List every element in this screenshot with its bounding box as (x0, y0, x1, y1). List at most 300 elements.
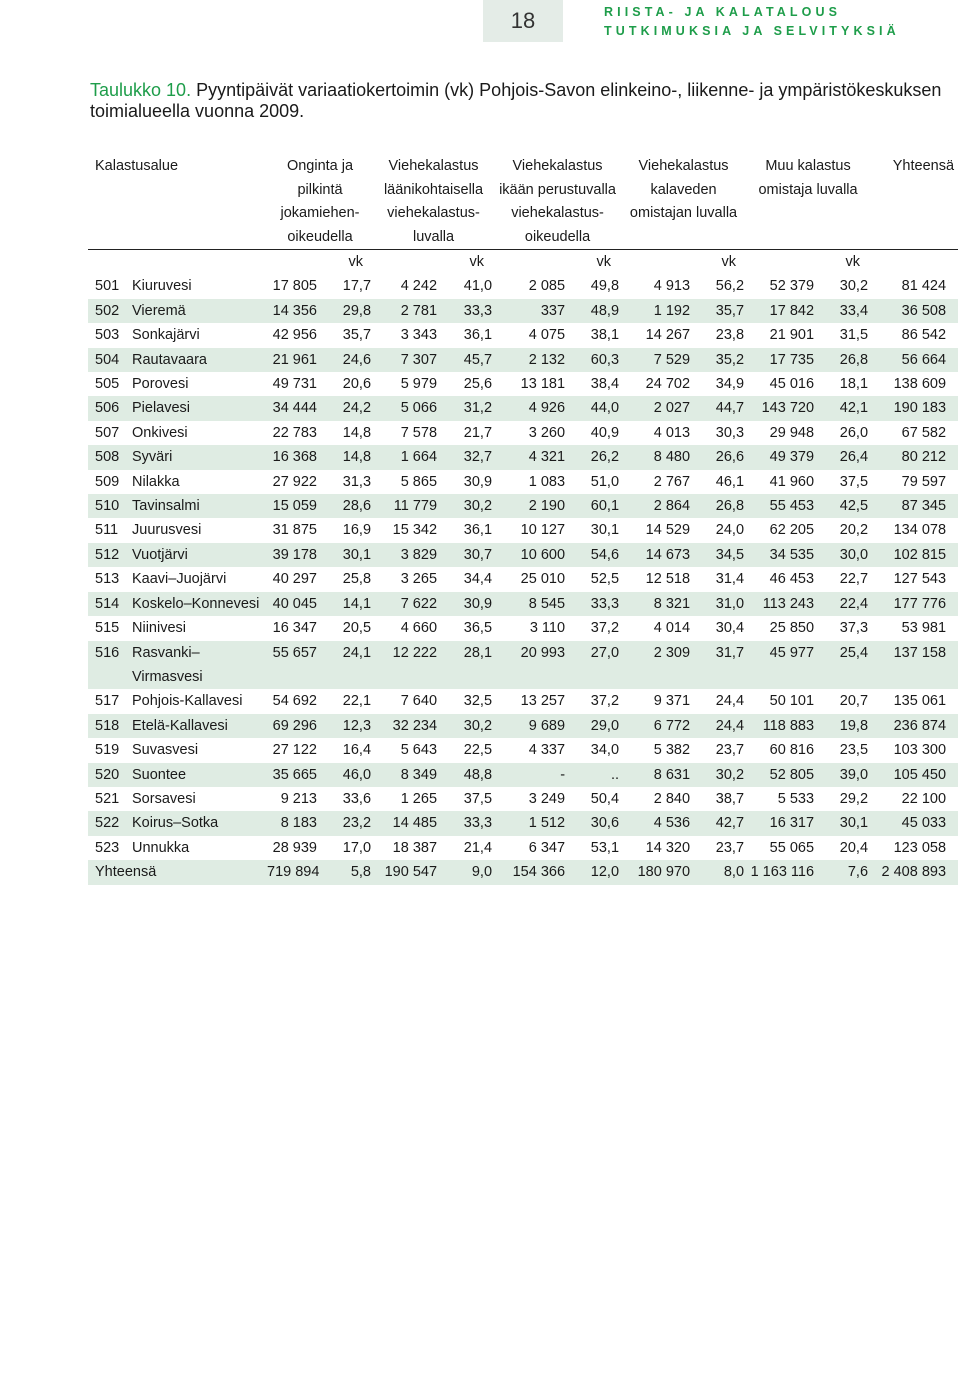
cell-vk4: 23,8 (715, 327, 745, 344)
cell-vk4: 38,7 (715, 790, 745, 807)
cell-vk2: 36,1 (463, 327, 493, 344)
cell-vk3: 29,0 (574, 714, 621, 738)
cell-c4: 1 192 (621, 299, 699, 323)
cell-c5: 29 948 (769, 424, 815, 441)
cell-c4: 8 631 (621, 763, 699, 787)
cell-c3: 6 347 (528, 839, 566, 856)
cell-vk4: 34,9 (715, 376, 745, 393)
cell-c1: 15 059 (267, 494, 326, 518)
cell-vk3: 60,3 (574, 348, 621, 372)
cell-c1: 27 922 (272, 473, 317, 490)
total-c3: 154 366 (494, 860, 574, 884)
cell-c1: 17 805 (272, 278, 317, 295)
cell-vk1: 16,4 (342, 742, 372, 759)
cell-c3: 4 926 (494, 396, 574, 420)
row-code: 516 (88, 641, 132, 690)
cell-c3: - (494, 763, 574, 787)
cell-c5: 118 883 (746, 714, 823, 738)
total-vk5: 7,6 (823, 860, 870, 884)
cell-c5: 16 317 (746, 811, 823, 835)
cell-c5: 55 065 (769, 839, 815, 856)
table-row (88, 421, 958, 445)
cell-vk1: 16,9 (342, 522, 372, 539)
cell-vk5: 20,7 (839, 693, 869, 710)
table-row (88, 811, 958, 835)
cell-vk4: 23,7 (715, 839, 745, 856)
cell-c1: 27 122 (272, 742, 317, 759)
table-row (88, 348, 958, 372)
cell-c5: 143 720 (746, 396, 823, 420)
cell-vk1: 46,0 (326, 763, 373, 787)
cell-total: 80 212 (870, 445, 958, 469)
cell-c1: 42 956 (272, 327, 317, 344)
total-vk3: 12,0 (574, 860, 621, 884)
cell-c5: 34 535 (746, 543, 823, 567)
cell-vk3: 48,9 (574, 299, 621, 323)
cell-c4: 7 529 (621, 348, 699, 372)
cell-vk2: 30,9 (463, 473, 493, 490)
cell-total: 102 815 (870, 543, 958, 567)
cell-vk5: 29,2 (839, 790, 869, 807)
cell-vk4: 56,2 (715, 278, 745, 295)
cell-c1: 14 356 (267, 299, 326, 323)
header-c1: Onginta ja pilkintä jokamiehen-oikeudella (280, 158, 360, 245)
cell-vk4: 31,7 (699, 641, 746, 690)
cell-c1: 28 939 (272, 839, 317, 856)
total-c2: 190 547 (373, 860, 446, 884)
cell-vk1: 23,2 (326, 811, 373, 835)
cell-vk1: 17,7 (342, 278, 372, 295)
table-row (88, 494, 958, 518)
cell-vk2: 34,4 (463, 571, 493, 588)
row-name: Onkivesi (132, 424, 188, 441)
cell-total: 137 158 (870, 641, 958, 690)
row-code: 501 (95, 278, 120, 295)
row-name: Sonkajärvi (132, 327, 200, 344)
row-name: Rasvanki–Virmasvesi (132, 641, 267, 690)
cell-vk5: 23,5 (839, 742, 869, 759)
cell-total: 87 345 (870, 494, 958, 518)
cell-c3: 9 689 (494, 714, 574, 738)
cell-vk5: 30,1 (823, 811, 870, 835)
row-code: 514 (88, 592, 132, 616)
row-name: Suontee (132, 763, 267, 787)
table-row (88, 470, 958, 494)
row-code: 505 (95, 376, 120, 393)
cell-total: 79 597 (901, 473, 947, 490)
cell-vk4: 46,1 (715, 473, 745, 490)
row-code: 512 (88, 543, 132, 567)
cell-c2: 14 485 (373, 811, 446, 835)
row-name: Kiuruvesi (132, 278, 192, 295)
cell-total: 177 776 (870, 592, 958, 616)
cell-c2: 7 640 (400, 693, 438, 710)
cell-c5: 55 453 (746, 494, 823, 518)
cell-c2: 1 265 (400, 790, 438, 807)
cell-c2: 5 643 (400, 742, 438, 759)
vk-row (88, 250, 958, 275)
cell-vk4: 34,5 (699, 543, 746, 567)
cell-c5: 45 977 (746, 641, 823, 690)
cell-c5: 45 016 (769, 376, 815, 393)
cell-vk1: 24,2 (326, 396, 373, 420)
table-row (88, 299, 958, 323)
cell-c1: 69 296 (267, 714, 326, 738)
cell-vk2: 37,5 (463, 790, 493, 807)
series-title-line2: TUTKIMUKSIA JA SELVITYKSIÄ (604, 24, 900, 38)
cell-c2: 5 865 (400, 473, 438, 490)
cell-c2: 32 234 (373, 714, 446, 738)
cell-c3: 8 545 (494, 592, 574, 616)
cell-c2: 7 622 (373, 592, 446, 616)
total-c1: 719 894 (267, 860, 326, 884)
cell-c4: 4 913 (653, 278, 691, 295)
cell-c4: 4 014 (653, 620, 691, 637)
cell-vk3: 52,5 (590, 571, 620, 588)
vk-label: vk (326, 250, 373, 275)
cell-total: 103 300 (893, 742, 947, 759)
row-name: Vieremä (132, 299, 267, 323)
total-vk2: 9,0 (446, 860, 494, 884)
table-row (88, 592, 958, 616)
cell-total: 134 078 (893, 522, 947, 539)
cell-vk3: 33,3 (574, 592, 621, 616)
cell-vk4: 31,4 (715, 571, 745, 588)
cell-total: 81 424 (901, 278, 947, 295)
cell-c3: 4 321 (494, 445, 574, 469)
cell-c4: 2 027 (621, 396, 699, 420)
cell-vk1: 33,6 (342, 790, 372, 807)
cell-c1: 16 347 (272, 620, 317, 637)
cell-vk5: 22,4 (823, 592, 870, 616)
cell-vk1: 14,8 (342, 424, 372, 441)
cell-vk5: 42,5 (823, 494, 870, 518)
cell-vk1: 24,1 (326, 641, 373, 690)
cell-vk4: 35,2 (699, 348, 746, 372)
cell-total: 67 582 (901, 424, 947, 441)
row-code: 504 (88, 348, 132, 372)
cell-c4: 6 772 (621, 714, 699, 738)
table-row (88, 641, 958, 690)
cell-c4: 14 673 (621, 543, 699, 567)
cell-total: 127 543 (893, 571, 947, 588)
cell-vk2: 28,1 (446, 641, 494, 690)
cell-c5: 41 960 (769, 473, 815, 490)
row-code: 515 (95, 620, 120, 637)
cell-c1: 35 665 (267, 763, 326, 787)
cell-vk1: 20,5 (342, 620, 372, 637)
table-row (88, 689, 958, 713)
cell-c2: 7 307 (373, 348, 446, 372)
row-name: Juurusvesi (132, 522, 202, 539)
cell-vk3: 34,0 (590, 742, 620, 759)
cell-c3: 1 512 (494, 811, 574, 835)
cell-vk5: 30,0 (823, 543, 870, 567)
cell-c3: 25 010 (520, 571, 566, 588)
cell-vk4: 35,7 (699, 299, 746, 323)
cell-c4: 24 702 (645, 376, 691, 393)
cell-vk5: 42,1 (823, 396, 870, 420)
cell-c1: 40 297 (272, 571, 317, 588)
cell-c3: 10 600 (494, 543, 574, 567)
table-row (88, 738, 958, 762)
cell-c4: 14 320 (645, 839, 691, 856)
cell-total: 190 183 (870, 396, 958, 420)
total-c5: 1 163 116 (746, 860, 823, 884)
cell-vk4: 26,6 (699, 445, 746, 469)
cell-vk3: 49,8 (590, 278, 620, 295)
table-row (88, 787, 958, 811)
cell-vk2: 45,7 (446, 348, 494, 372)
cell-c3: 2 190 (494, 494, 574, 518)
row-name: Nilakka (132, 473, 180, 490)
row-name: Kaavi–Juojärvi (132, 571, 227, 588)
table-row (88, 323, 958, 347)
cell-vk3: 37,2 (590, 620, 620, 637)
total-vk1: 5,8 (326, 860, 373, 884)
vk-label: vk (699, 250, 746, 275)
row-name: Etelä-Kallavesi (132, 714, 267, 738)
row-name: Unnukka (132, 839, 190, 856)
table-caption-label: Taulukko 10. (90, 80, 192, 100)
cell-vk3: 50,4 (590, 790, 620, 807)
cell-c1: 31 875 (272, 522, 317, 539)
cell-c5: 52 379 (769, 278, 815, 295)
cell-c2: 3 343 (400, 327, 438, 344)
cell-vk5: 25,4 (823, 641, 870, 690)
total-c4: 180 970 (621, 860, 699, 884)
cell-c3: 13 257 (520, 693, 566, 710)
cell-c2: 2 781 (373, 299, 446, 323)
row-code: 520 (88, 763, 132, 787)
cell-vk5: 26,0 (839, 424, 869, 441)
cell-vk1: 29,8 (326, 299, 373, 323)
cell-c2: 3 829 (373, 543, 446, 567)
cell-c2: 4 242 (400, 278, 438, 295)
header-row (88, 155, 958, 250)
cell-total: 36 508 (870, 299, 958, 323)
cell-vk3: 40,9 (590, 424, 620, 441)
cell-total: 22 100 (901, 790, 947, 807)
cell-vk3: 38,4 (590, 376, 620, 393)
cell-vk5: 31,5 (839, 327, 869, 344)
totals-row (88, 860, 958, 884)
cell-c2: 8 349 (373, 763, 446, 787)
cell-vk4: 24,4 (699, 714, 746, 738)
cell-total: 53 981 (901, 620, 947, 637)
row-name: Porovesi (132, 376, 189, 393)
cell-total: 45 033 (870, 811, 958, 835)
grand-total: 2 408 893 (870, 860, 958, 884)
cell-total: 236 874 (870, 714, 958, 738)
cell-c3: 10 127 (520, 522, 566, 539)
table-row (88, 543, 958, 567)
cell-c4: 4 013 (653, 424, 691, 441)
cell-vk2: 41,0 (463, 278, 493, 295)
cell-c2: 11 779 (373, 494, 446, 518)
cell-vk3: 37,2 (590, 693, 620, 710)
cell-vk2: 48,8 (446, 763, 494, 787)
header-total: Yhteensä (892, 158, 955, 174)
cell-vk1: 20,6 (342, 376, 372, 393)
cell-vk5: 39,0 (823, 763, 870, 787)
cell-vk4: 23,7 (715, 742, 745, 759)
cell-vk4: 30,4 (715, 620, 745, 637)
cell-c3: 13 181 (520, 376, 566, 393)
cell-vk2: 22,5 (463, 742, 493, 759)
cell-vk1: 14,8 (326, 445, 373, 469)
cell-vk4: 24,0 (715, 522, 745, 539)
cell-vk3: 53,1 (590, 839, 620, 856)
cell-c4: 14 529 (645, 522, 691, 539)
cell-c2: 18 387 (392, 839, 438, 856)
cell-c4: 5 382 (653, 742, 691, 759)
cell-c2: 7 578 (400, 424, 438, 441)
series-title (604, 3, 900, 41)
cell-total: 56 664 (870, 348, 958, 372)
cell-c2: 12 222 (373, 641, 446, 690)
cell-c5: 60 816 (769, 742, 815, 759)
cell-vk1: 14,1 (326, 592, 373, 616)
table-row (88, 372, 958, 396)
cell-c3: 20 993 (494, 641, 574, 690)
cell-vk4: 30,2 (699, 763, 746, 787)
cell-c1: 39 178 (267, 543, 326, 567)
table-caption-text: Pyyntipäivät variaatiokertoimin (vk) Pohjois-Savon elinkeino-, liikenne- ja ympäristökeskuksen toimialueella vuonna 2009. (90, 80, 942, 121)
table-caption (90, 80, 950, 122)
cell-vk4: 31,0 (699, 592, 746, 616)
total-vk4: 8,0 (699, 860, 746, 884)
row-name: Niinivesi (132, 620, 186, 637)
row-code: 509 (95, 473, 120, 490)
cell-c1: 16 368 (267, 445, 326, 469)
cell-c5: 46 453 (769, 571, 815, 588)
cell-c1: 55 657 (267, 641, 326, 690)
row-name: Pielavesi (132, 396, 267, 420)
cell-vk2: 30,7 (446, 543, 494, 567)
cell-c5: 5 533 (777, 790, 815, 807)
cell-c5: 25 850 (769, 620, 815, 637)
table-row (88, 274, 958, 298)
cell-c2: 4 660 (400, 620, 438, 637)
cell-vk1: 17,0 (342, 839, 372, 856)
cell-vk3: 60,1 (574, 494, 621, 518)
vk-label: vk (446, 250, 494, 275)
row-code: 519 (95, 742, 120, 759)
table-row (88, 445, 958, 469)
cell-vk1: 28,6 (326, 494, 373, 518)
cell-vk5: 33,4 (823, 299, 870, 323)
cell-vk3: .. (574, 763, 621, 787)
cell-vk5: 20,2 (839, 522, 869, 539)
vk-label: vk (823, 250, 870, 275)
cell-c5: 50 101 (769, 693, 815, 710)
row-name: Pohjois-Kallavesi (132, 693, 243, 710)
row-name: Vuotjärvi (132, 543, 267, 567)
cell-c4: 2 767 (653, 473, 691, 490)
cell-c4: 8 321 (621, 592, 699, 616)
cell-c5: 62 205 (769, 522, 815, 539)
table-row (88, 396, 958, 420)
row-code: 518 (88, 714, 132, 738)
cell-vk3: 26,2 (574, 445, 621, 469)
cell-vk2: 21,4 (463, 839, 493, 856)
cell-c4: 2 309 (621, 641, 699, 690)
cell-c4: 2 840 (653, 790, 691, 807)
cell-c4: 14 267 (645, 327, 691, 344)
cell-c5: 17 735 (746, 348, 823, 372)
header-area: Kalastusalue (95, 158, 179, 174)
cell-vk2: 32,5 (463, 693, 493, 710)
cell-total: 138 609 (893, 376, 947, 393)
cell-c4: 4 536 (621, 811, 699, 835)
row-name: Suvasvesi (132, 742, 199, 759)
cell-vk3: 44,0 (574, 396, 621, 420)
cell-vk1: 24,6 (326, 348, 373, 372)
cell-vk2: 25,6 (463, 376, 493, 393)
header-c3: Viehekalastus ikään perustuvalla viehekalastus-oikeudella (499, 158, 616, 245)
cell-vk5: 37,3 (839, 620, 869, 637)
cell-c4: 12 518 (645, 571, 691, 588)
cell-vk5: 18,1 (839, 376, 869, 393)
row-code: 502 (88, 299, 132, 323)
cell-c3: 4 337 (528, 742, 566, 759)
vk-label: vk (574, 250, 621, 275)
cell-c1: 40 045 (267, 592, 326, 616)
table-row (88, 714, 958, 738)
cell-vk2: 21,7 (463, 424, 493, 441)
row-name: Rautavaara (132, 348, 267, 372)
cell-vk2: 30,9 (446, 592, 494, 616)
cell-c3: 4 075 (528, 327, 566, 344)
cell-vk2: 36,1 (463, 522, 493, 539)
cell-vk5: 19,8 (823, 714, 870, 738)
cell-vk5: 26,8 (823, 348, 870, 372)
row-code: 523 (95, 839, 120, 856)
row-name: Sorsavesi (132, 790, 196, 807)
cell-c3: 3 110 (529, 620, 566, 637)
cell-total: 135 061 (893, 693, 947, 710)
cell-vk2: 33,3 (446, 299, 494, 323)
cell-c5: 49 379 (746, 445, 823, 469)
cell-c1: 8 183 (267, 811, 326, 835)
row-code: 503 (95, 327, 120, 344)
row-name: Tavinsalmi (132, 494, 267, 518)
cell-vk1: 35,7 (342, 327, 372, 344)
table-row (88, 836, 958, 860)
cell-c5: 21 901 (769, 327, 815, 344)
cell-vk3: 54,6 (574, 543, 621, 567)
table-row (88, 616, 958, 640)
cell-c5: 17 842 (746, 299, 823, 323)
cell-c1: 22 783 (272, 424, 317, 441)
cell-c4: 2 864 (621, 494, 699, 518)
cell-c3: 1 083 (528, 473, 566, 490)
table-row (88, 518, 958, 542)
row-code: 508 (88, 445, 132, 469)
row-name: Koskelo–Konnevesi (132, 592, 267, 616)
cell-vk5: 22,7 (839, 571, 869, 588)
cell-c1: 21 961 (267, 348, 326, 372)
cell-c2: 5 979 (400, 376, 438, 393)
cell-vk5: 37,5 (839, 473, 869, 490)
cell-c3: 337 (494, 299, 574, 323)
cell-c5: 113 243 (746, 592, 823, 616)
row-code: 513 (95, 571, 120, 588)
row-name: Syväri (132, 445, 267, 469)
cell-vk3: 38,1 (590, 327, 620, 344)
cell-total: 86 542 (901, 327, 947, 344)
